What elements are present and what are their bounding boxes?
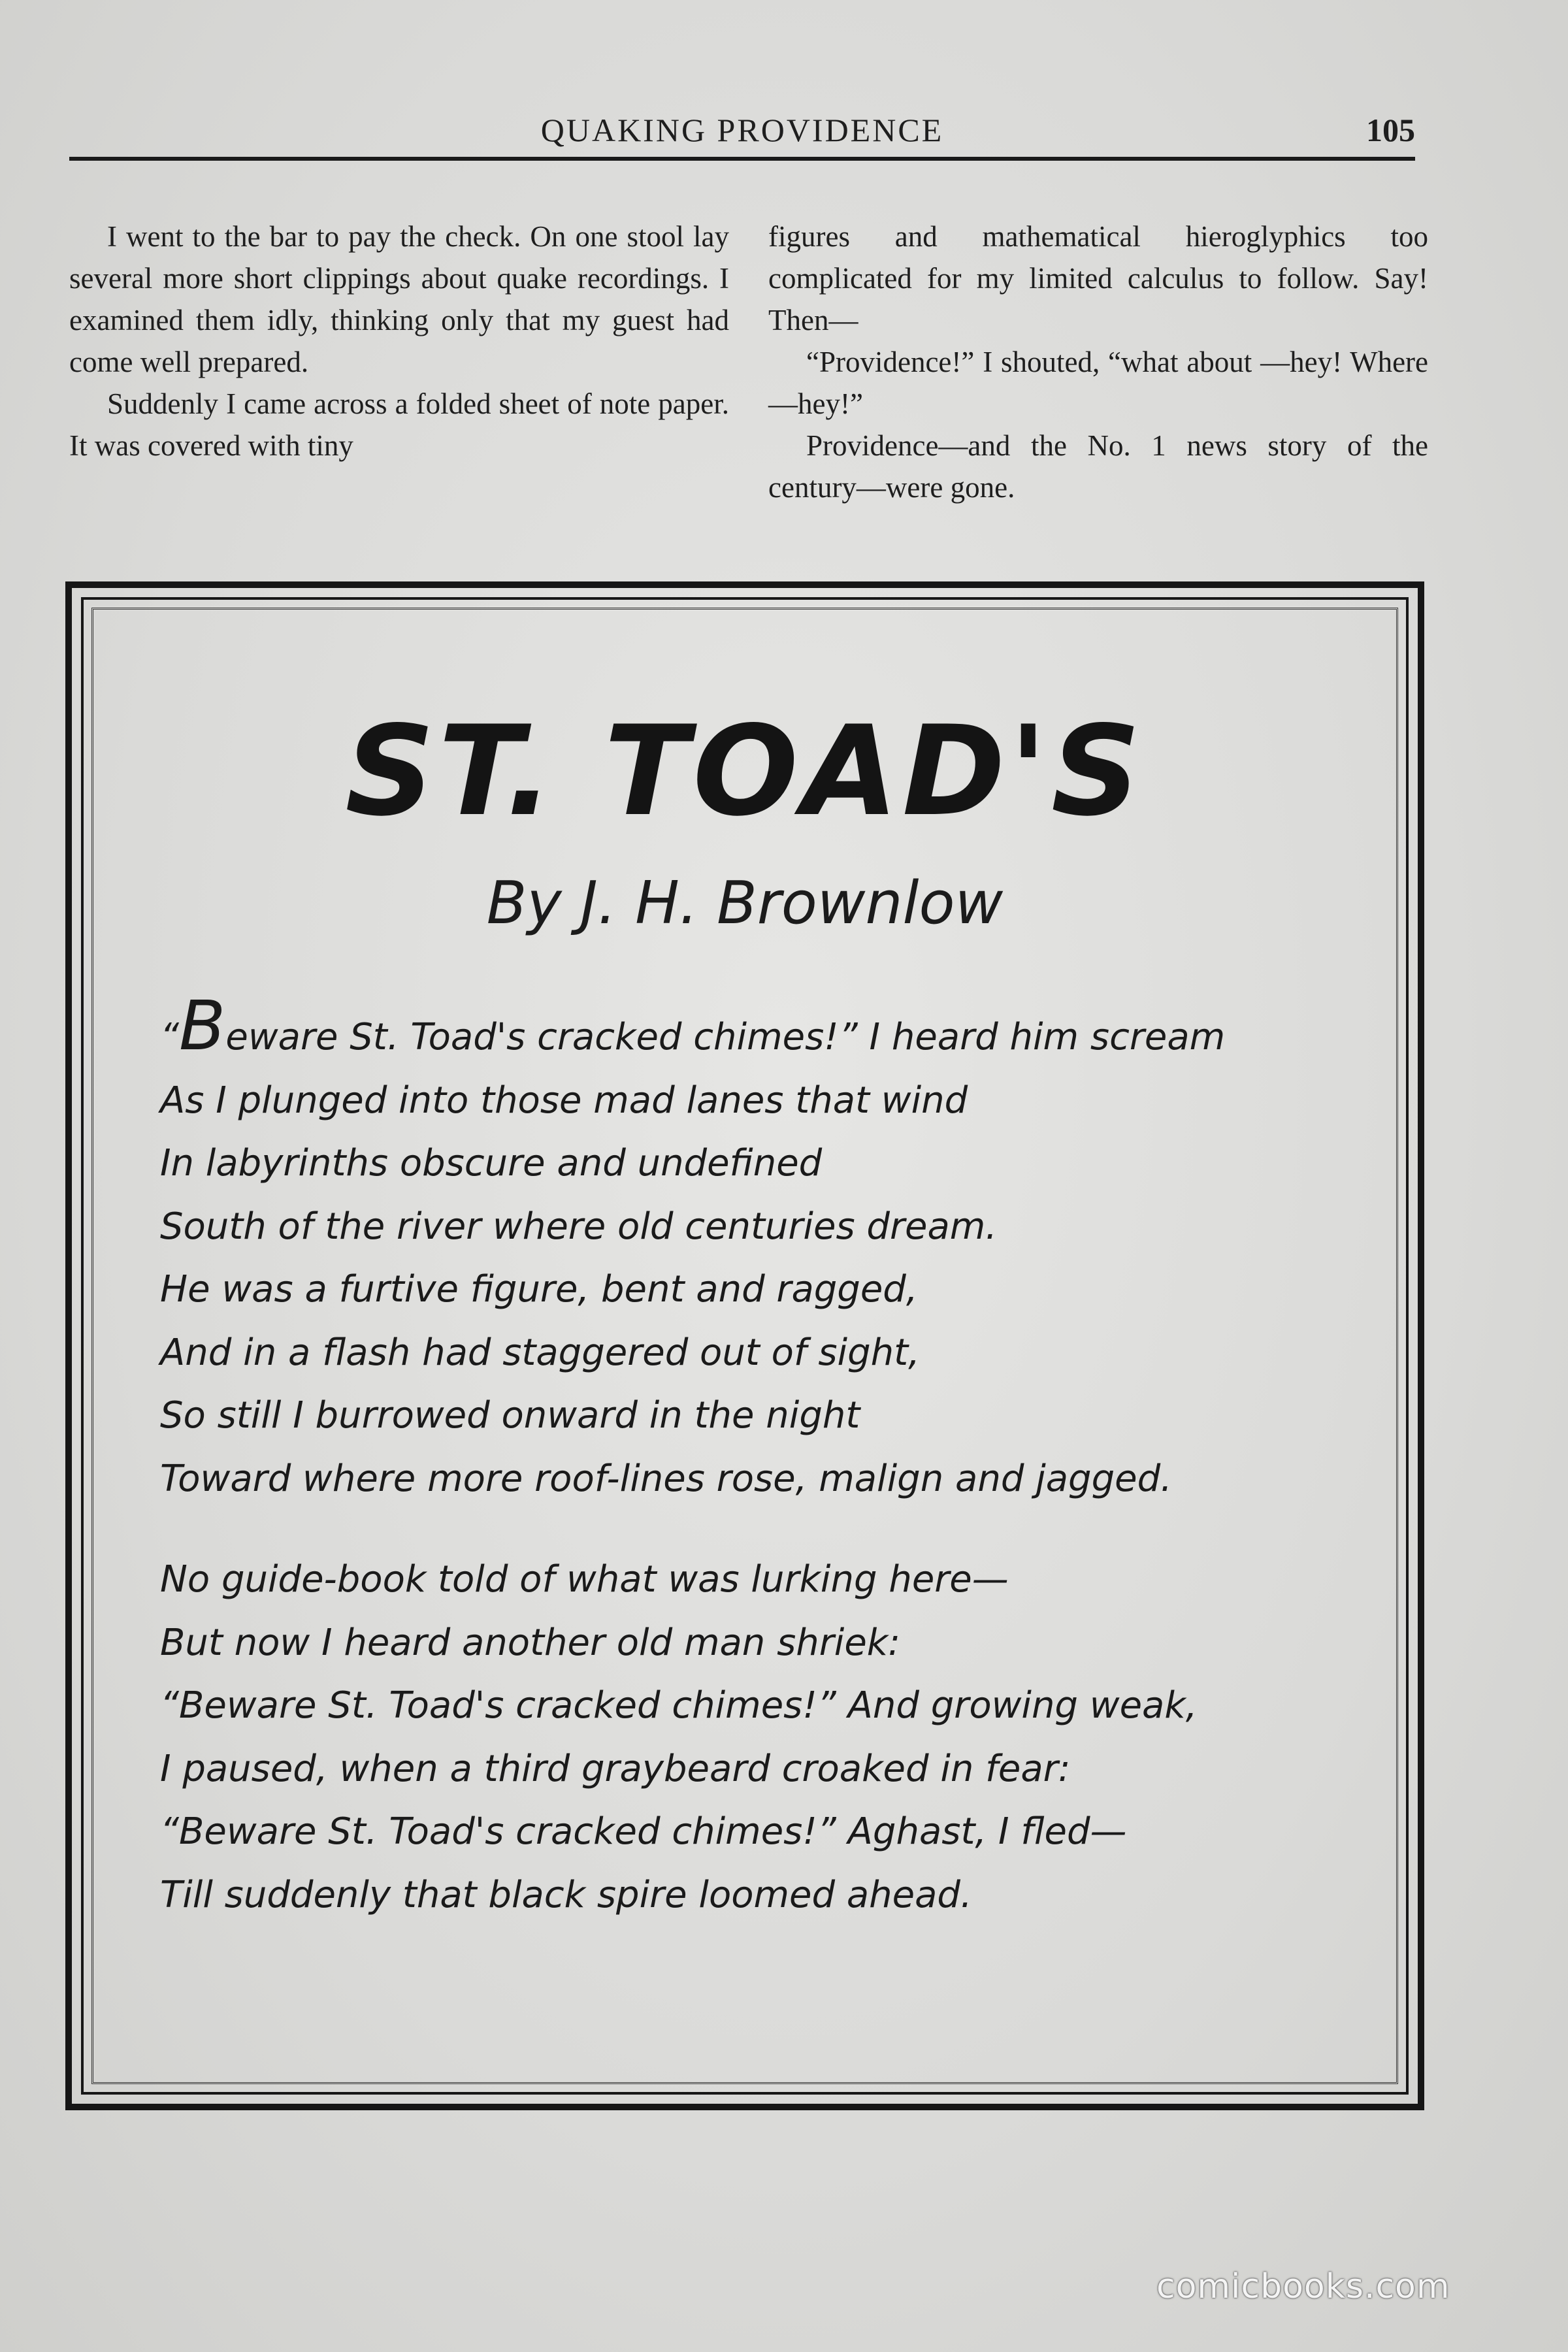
poem-line: “Beware St. Toad's cracked chimes!” Aghast, I fled— — [160, 1810, 1127, 1853]
poem-line: In labyrinths obscure and undefined — [160, 1142, 823, 1184]
open-quote: “ — [160, 1016, 180, 1058]
poem-byline: By J. H. Brownlow — [486, 869, 1004, 938]
page-number: 105 — [1366, 112, 1415, 148]
poem-line: As I plunged into those mad lanes that wind — [160, 1079, 968, 1122]
paragraph: Suddenly I came across a folded sheet of note paper. It was covered with tiny — [69, 387, 729, 462]
running-title: QUAKING PROVIDENCE — [540, 112, 944, 148]
poem-line: He was a furtive figure, bent and ragged, — [160, 1268, 918, 1311]
poem-title: ST. TOAD'S — [345, 699, 1145, 843]
poem-line: Till suddenly that black spire loomed ahead. — [160, 1873, 972, 1916]
drop-cap: B — [179, 986, 226, 1066]
watermark: comicbooks.com — [1156, 2267, 1450, 2306]
running-header — [69, 105, 1415, 161]
paragraph: “Providence!” I shouted, “what about —hey! Where—hey!” — [768, 346, 1428, 420]
poem-line: But now I heard another old man shriek: — [160, 1621, 901, 1664]
paragraph: figures and mathematical hieroglyphics too complicated for my limited calculus to follow. Say! Then— — [768, 220, 1428, 336]
poem-frame — [65, 581, 1424, 2110]
right-column — [768, 216, 1428, 516]
story-columns — [69, 216, 1428, 516]
stanza-1 — [160, 986, 1375, 1511]
poem-line: South of the river where old centuries dream. — [160, 1205, 998, 1248]
first-line-text: eware St. Toad's cracked chimes!” I heard him scream — [225, 1016, 1226, 1058]
poem-line — [160, 986, 1375, 1070]
poem-line: So still I burrowed onward in the night — [160, 1394, 860, 1437]
poem-line: “Beware St. Toad's cracked chimes!” And growing weak, — [160, 1684, 1198, 1727]
left-column — [69, 216, 729, 516]
paragraph: Providence—and the No. 1 news story of the century—were gone. — [768, 429, 1428, 504]
paragraph: I went to the bar to pay the check. On one stool lay several more short clippings about quake recordings. I examined them idly, thinking only that my guest had come well prepared. — [69, 220, 729, 378]
poem-line: Toward where more roof-lines rose, malign and jagged. — [160, 1457, 1172, 1500]
stanza-2 — [160, 1548, 1375, 1927]
poem-line: I paused, when a third graybeard croaked in fear: — [160, 1747, 1071, 1790]
poem-line: And in a flash had staggered out of sight, — [160, 1331, 920, 1374]
poem-line: No guide-book told of what was lurking here— — [160, 1558, 1009, 1601]
